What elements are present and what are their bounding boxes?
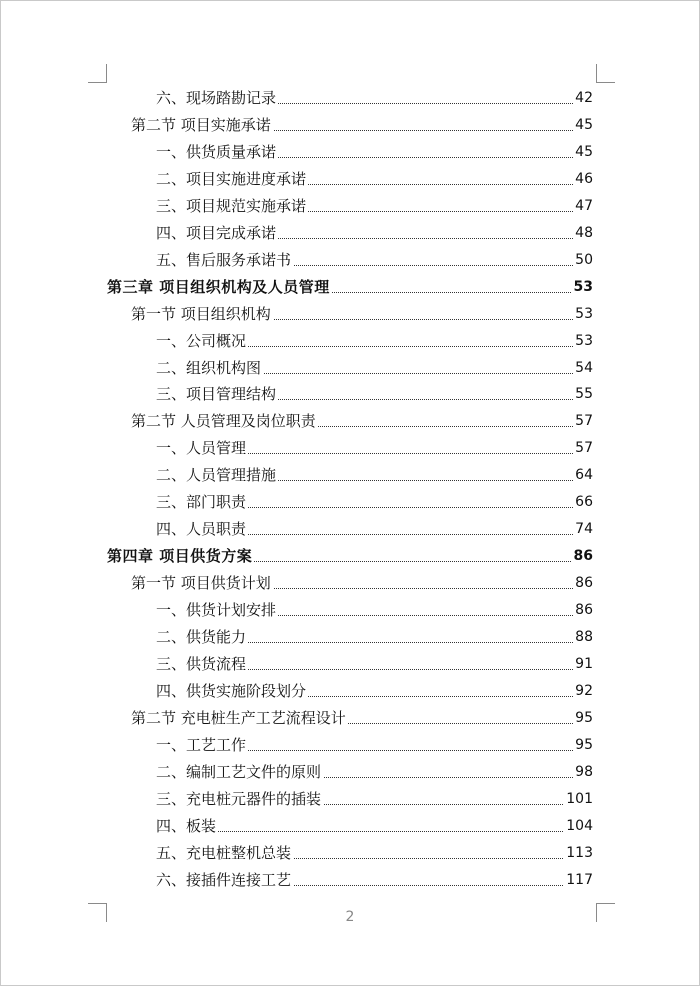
toc-entry[interactable] [0,544,700,568]
toc-entry-page: 113 [564,841,593,865]
toc-entry-title: 第二节 人员管理及岗位职责 [131,409,318,433]
toc-entry[interactable] [0,140,700,164]
toc-entry-page: 91 [573,652,593,676]
toc-entry-title: 第一节 项目供货计划 [131,571,273,595]
toc-entry[interactable] [0,248,700,272]
toc-entry[interactable] [0,841,700,865]
toc-entry-page: 50 [573,248,593,272]
toc-entry-title: 四、板装 [156,814,218,838]
toc-entry-title: 四、人员职责 [156,517,248,541]
toc-entry-page: 45 [573,113,593,137]
toc-entry[interactable] [0,787,700,811]
toc-entry-page: 98 [573,760,593,784]
toc-leader-dots [156,814,589,832]
toc-entry-page: 74 [573,517,593,541]
toc-entry[interactable] [0,814,700,838]
toc-entry-page: 86 [572,544,593,568]
page-number: 2 [345,909,355,925]
toc-entry-title: 一、人员管理 [156,436,248,460]
toc-entry-title: 二、组织机构图 [156,356,263,380]
toc-entry-title: 五、售后服务承诺书 [156,248,293,272]
toc-entry-page: 46 [573,167,593,191]
toc-entry[interactable] [0,167,700,191]
toc-entry-title: 六、现场踏勘记录 [156,86,278,110]
toc-entry[interactable] [0,706,700,730]
toc-entry-page: 117 [564,868,593,892]
toc-entry-page: 92 [573,679,593,703]
toc-entry-page: 86 [573,598,593,622]
toc-entry-page: 42 [573,86,593,110]
toc-entry[interactable] [0,868,700,892]
toc-entry-page: 48 [573,221,593,245]
toc-entry[interactable] [0,86,700,110]
toc-entry[interactable] [0,194,700,218]
toc-entry-page: 104 [564,814,593,838]
toc-entry[interactable] [0,733,700,757]
toc-entry-page: 57 [573,409,593,433]
toc-entry[interactable] [0,356,700,380]
toc-entry-title: 第二节 项目实施承诺 [131,113,273,137]
toc-entry[interactable] [0,463,700,487]
toc-entry-title: 一、供货质量承诺 [156,140,278,164]
toc-entry-title: 第四章 项目供货方案 [107,544,254,568]
toc-entry-title: 二、供货能力 [156,625,248,649]
toc-entry[interactable] [0,382,700,406]
toc-entry[interactable] [0,302,700,326]
toc-entry-title: 四、项目完成承诺 [156,221,278,245]
toc-entry-title: 一、供货计划安排 [156,598,278,622]
toc-entry-page: 66 [573,490,593,514]
corner-mark-top-left [88,64,107,83]
corner-mark-top-right [596,64,615,83]
toc-entry[interactable] [0,436,700,460]
toc-entry-title: 三、充电桩元器件的插装 [156,787,323,811]
toc-entry-title: 二、人员管理措施 [156,463,278,487]
toc-entry-page: 95 [573,706,593,730]
toc-entry-page: 95 [573,733,593,757]
toc-entry-title: 四、供货实施阶段划分 [156,679,308,703]
toc-entry-title: 五、充电桩整机总装 [156,841,293,865]
toc-entry-page: 86 [573,571,593,595]
toc-entry[interactable] [0,679,700,703]
toc-entry-page: 45 [573,140,593,164]
toc-entry-page: 53 [573,302,593,326]
toc-entry-page: 54 [573,356,593,380]
toc-entry-page: 57 [573,436,593,460]
toc-entry[interactable] [0,571,700,595]
toc-entry-page: 47 [573,194,593,218]
toc-entry[interactable] [0,652,700,676]
toc-entry-title: 三、项目规范实施承诺 [156,194,308,218]
toc-entry[interactable] [0,517,700,541]
toc-entry[interactable] [0,490,700,514]
toc-entry-page: 64 [573,463,593,487]
toc-entry[interactable] [0,275,700,299]
toc-entry[interactable] [0,760,700,784]
toc-entry[interactable] [0,113,700,137]
toc-entry-page: 88 [573,625,593,649]
toc-entry[interactable] [0,221,700,245]
toc-entry-title: 三、部门职责 [156,490,248,514]
toc-entry-title: 第三章 项目组织机构及人员管理 [107,275,332,299]
toc-entry[interactable] [0,598,700,622]
toc-entry-title: 一、工艺工作 [156,733,248,757]
toc-entry-page: 55 [573,382,593,406]
toc-entry-page: 53 [572,275,593,299]
toc-entry[interactable] [0,329,700,353]
toc-entry-title: 三、项目管理结构 [156,382,278,406]
toc-entry[interactable] [0,409,700,433]
toc-entry-title: 第二节 充电桩生产工艺流程设计 [131,706,348,730]
toc-entry-title: 二、编制工艺文件的原则 [156,760,323,784]
toc-entry-page: 53 [573,329,593,353]
toc-entry-title: 六、接插件连接工艺 [156,868,293,892]
toc-entry-title: 一、公司概况 [156,329,248,353]
toc-entry-title: 二、项目实施进度承诺 [156,167,308,191]
toc-entry-title: 三、供货流程 [156,652,248,676]
toc-entry-page: 101 [564,787,593,811]
toc-entry-title: 第一节 项目组织机构 [131,302,273,326]
toc-entry[interactable] [0,625,700,649]
